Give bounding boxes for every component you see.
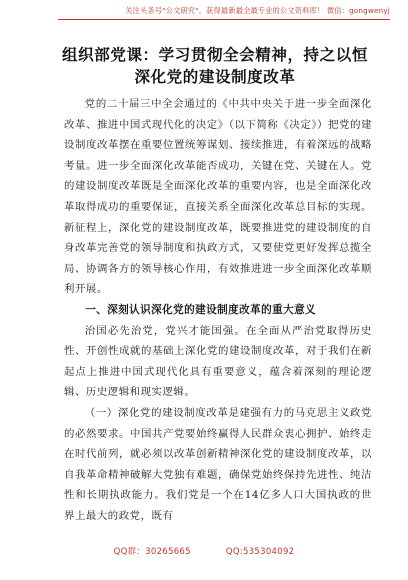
footer-qq: QQ:535304092	[225, 547, 295, 557]
header-divider	[58, 19, 390, 20]
section-heading: 一、深刻认识深化党的建设制度改革的重大意义	[85, 303, 317, 316]
intro-paragraph: 党的二十届三中全会通过的《中共中央关于进一步全面深化改革、推进中国式现代化的决定》（以下简称《决定》）把党的建设制度改革摆在重要位置统筹谋划、接续推进，有着深远的战略考量。进一步全面深化改革能否成功，关键在党、关键在人。党的建设制度改革既是全面深化改革的重要内容，也是全面深化改革取得成功的重要保证，直接关系全面深化改革总目标的实现。新征程上，深化党的建设制度改革，既要推进党的建设制度的自身改革完善党的领导制度和执政方式，又要使党更好发挥总揽全局、协调各方的领导核心作用，有效推进进一步全面深化改革顺利开展。	[64, 98, 372, 296]
footer	[0, 545, 408, 557]
footer-qq-group: QQ群：30265665	[113, 547, 191, 557]
header-note: 关注头条号"公文研究"，获得最新最全最专业的公文资料库！ 微信：gongwenyj	[125, 6, 390, 15]
section-paragraph-1: 治国必先治党，党兴才能国强。在全面从严治党取得历史性、开创性成就的基础上深化党的建设制度改革，对于我们在新起点上推进中国式现代化具有重要意义，蕴含着深刻的理论逻辑、历史逻辑和现实逻辑。	[64, 324, 372, 399]
document-body	[64, 94, 372, 526]
document-title: 组织部党课：学习贯彻全会精神，持之以恒深化党的建设制度改革	[62, 46, 368, 86]
section-paragraph-2: （一）深化党的建设制度改革是建强有力的马克思主义政党的必然要求。中国共产党要始终赢得人民群众衷心拥护、始终走在时代前列，就必须以改革创新精神深化党的建设制度改革，以自我革命精神破解大党独有难题，确保党始终保持先进性、纯洁性和长期执政能力。我们党是一个在14亿多人口大国执政的世界上最大的政党，既有	[64, 406, 372, 522]
